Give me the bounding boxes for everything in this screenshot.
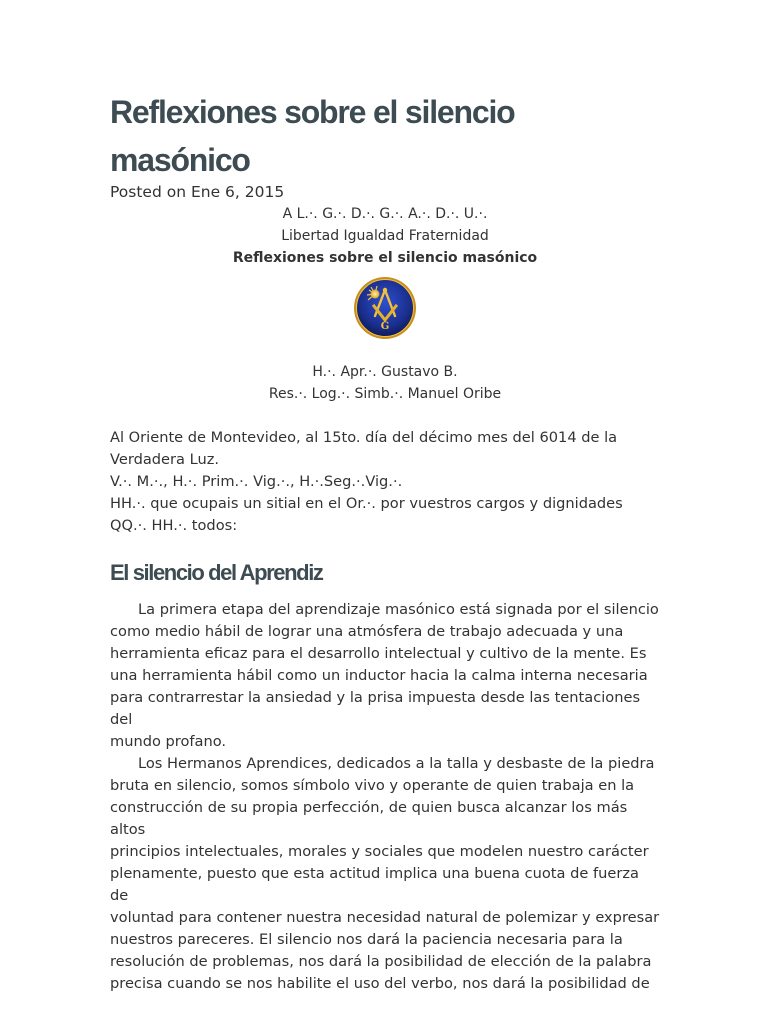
masonic-square-compass-emblem-icon: [353, 276, 417, 340]
body-line: precisa cuando se nos habilite el uso del verbo, nos dará la posibilidad de: [110, 975, 650, 992]
intro-line: V.·. M.·., H.·. Prim.·. Vig.·., H.·.Seg.·.Vig.·.: [110, 473, 403, 490]
body-line: bruta en silencio, somos símbolo vivo y operante de quien trabaja en la: [110, 777, 635, 794]
intro-line: QQ.·. HH.·. todos:: [110, 517, 238, 534]
svg-text:G: G: [380, 321, 390, 332]
author-name: H.·. Apr.·. Gustavo B.: [312, 364, 458, 380]
body-line: plenamente, puesto que esta actitud implica una buena cuota de fuerza de: [110, 865, 639, 904]
body-line: herramienta eficaz para el desarrollo intelectual y cultivo de la mente. Es: [110, 645, 647, 662]
body-line: nuestros pareceres. El silencio nos dará la paciencia necesaria para la: [110, 931, 623, 948]
body-text: [110, 599, 660, 995]
intro-line: HH.·. que ocupais un sitial en el Or.·. por vuestros cargos y dignidades: [110, 495, 623, 512]
header-line-title: Reflexiones sobre el silencio masónico: [232, 250, 538, 266]
header-line-2: Libertad Igualdad Fraternidad: [281, 228, 489, 244]
lodge-name: Res.·. Log.·. Simb.·. Manuel Oribe: [268, 386, 502, 402]
body-line: construcción de su propia perfección, de quien busca alcanzar los más altos: [110, 799, 628, 838]
page-title: Reflexiones sobre el silencio masónico: [110, 94, 515, 178]
spacer: [110, 405, 660, 427]
author-block: [110, 361, 660, 405]
emblem-container: [110, 273, 660, 361]
post-date: Posted on Ene 6, 2015: [110, 183, 285, 201]
intro-line: Al Oriente de Montevideo, al 15to. día del décimo mes del 6014 de la: [110, 429, 618, 446]
header-line-1: A L.·. G.·. D.·. G.·. A.·. D.·. U.·.: [282, 206, 488, 222]
body-line: mundo profano.: [110, 733, 227, 750]
article: [110, 88, 660, 995]
body-line: para contrarrestar la ansiedad y la prisa impuesta desde las tentaciones del: [110, 689, 641, 728]
intro-paragraph: [110, 427, 660, 537]
intro-line: Verdadera Luz.: [110, 451, 220, 468]
body-line: resolución de problemas, nos dará la posibilidad de elección de la palabra: [110, 953, 652, 970]
body-line: Los Hermanos Aprendices, dedicados a la talla y desbaste de la piedra: [138, 755, 655, 772]
body-line: La primera etapa del aprendizaje masónico está signada por el silencio: [138, 601, 659, 618]
body-line: principios intelectuales, morales y sociales que modelen nuestro carácter: [110, 843, 649, 860]
body-line: una herramienta hábil como un inductor hacia la calma interna necesaria: [110, 667, 648, 684]
body-line: voluntad para contener nuestra necesidad natural de polemizar y expresar: [110, 909, 660, 926]
body-line: como medio hábil de lograr una atmósfera de trabajo adecuada y una: [110, 623, 624, 640]
section-heading: El silencio del Aprendiz: [110, 560, 323, 585]
